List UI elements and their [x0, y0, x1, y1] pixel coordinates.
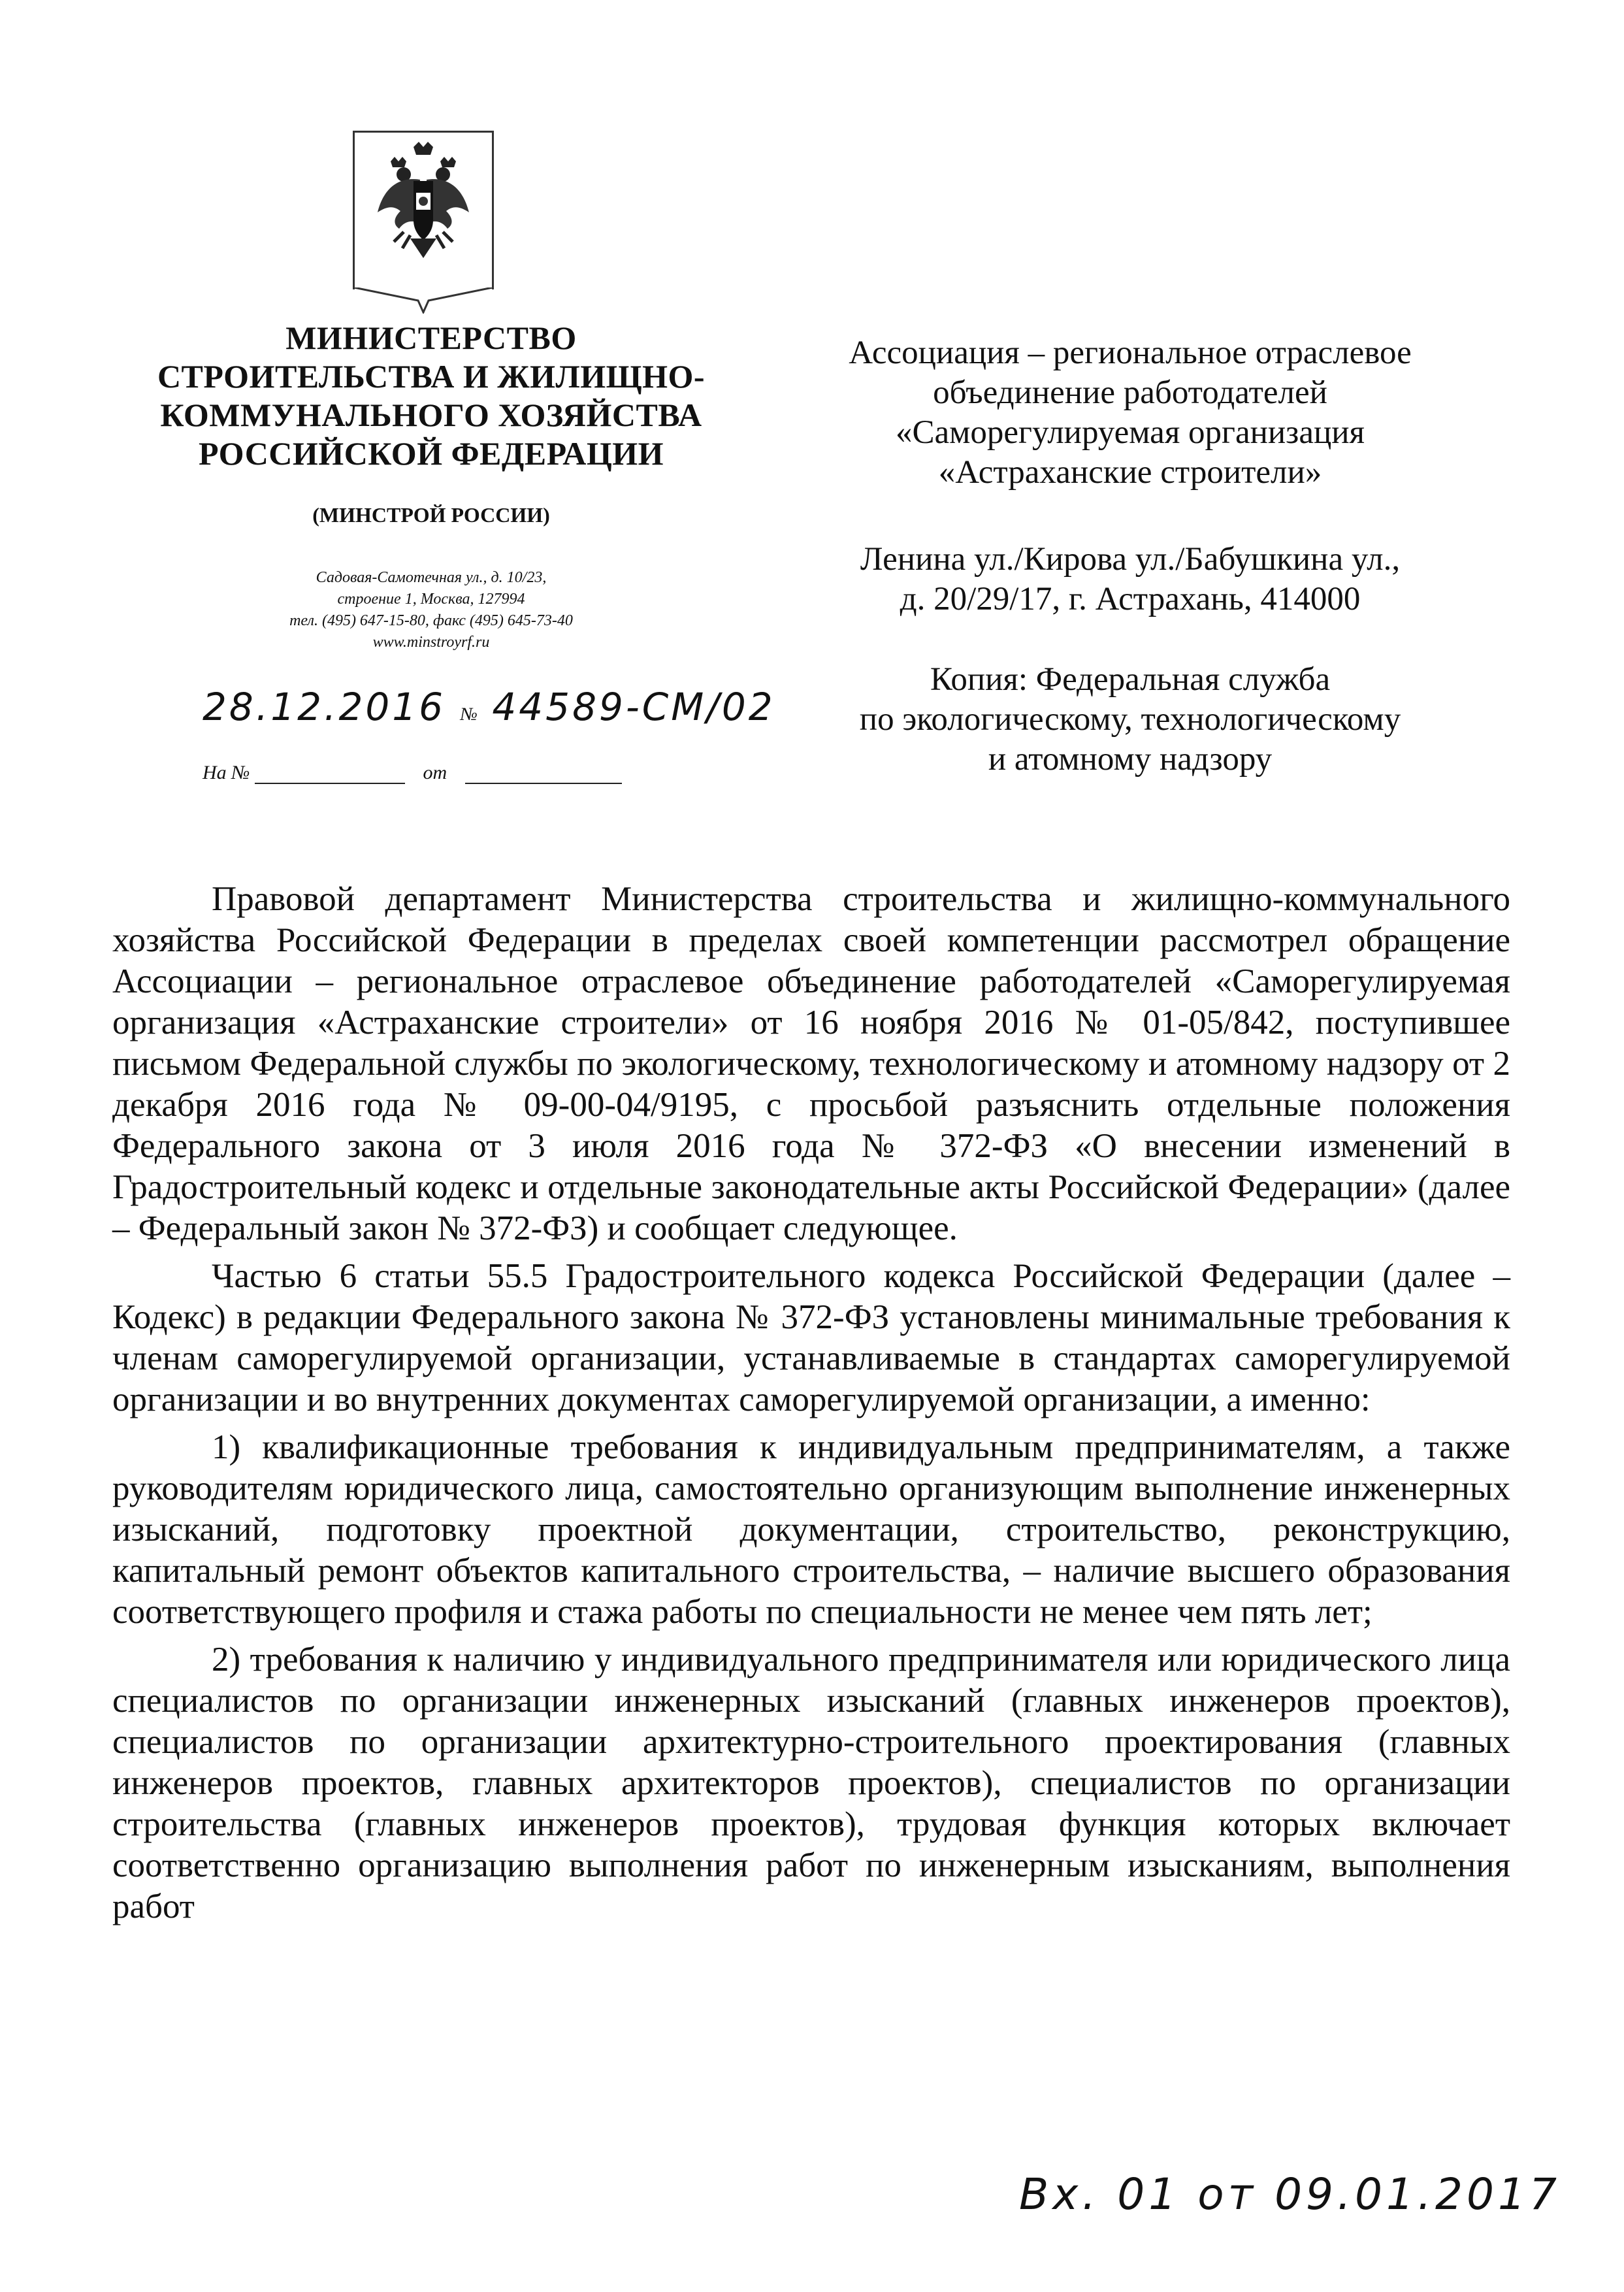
recipient-address-line: д. 20/29/17, г. Астрахань, 414000: [900, 581, 1361, 617]
incoming-ref-blank: [255, 763, 405, 784]
letter-body: [112, 879, 1510, 1927]
ministry-line: СТРОИТЕЛЬСТВА И ЖИЛИЩНО-: [157, 358, 706, 395]
emblem-frame: [353, 131, 494, 289]
incoming-reference: [203, 762, 622, 784]
website: www.minstroyrf.ru: [372, 634, 490, 651]
ministry-line: МИНИСТЕРСТВО: [285, 319, 577, 356]
copy-recipient: [784, 660, 1476, 779]
body-paragraph: Частью 6 статьи 55.5 Градостроительного кодекса Российской Федерации (далее – Кодекс) в редакции Федерального закона № 372-ФЗ установлены минимальные требования к членам саморегулируемой организации, устанавливаемые в стандартах саморегулируемой организации и во внутренних документах саморегулируемой организации, а именно:: [112, 1257, 1510, 1418]
address-line: тел. (495) 647-15-80, факс (495) 645-73-40: [289, 612, 573, 629]
recipient-address: [784, 540, 1476, 619]
recipient-line: «Саморегулируемая организация: [895, 414, 1365, 451]
recipient-line: «Астраханские строители»: [938, 454, 1322, 491]
coat-of-arms-icon: [374, 140, 472, 265]
ministry-short-name: (МИНСТРОЙ РОССИИ): [312, 503, 550, 527]
recipient-line: объединение работодателей: [933, 374, 1327, 411]
outgoing-reg-number: 44589-СМ/02: [492, 685, 775, 729]
emblem-frame-bottom: [353, 287, 494, 314]
address-line: строение 1, Москва, 127994: [337, 591, 525, 608]
incoming-ref-label: На №: [203, 762, 250, 783]
outgoing-date: 28.12.2016: [203, 685, 446, 729]
incoming-registration-mark: Вх. 01 от 09.01.2017: [1019, 2169, 1561, 2219]
incoming-from-label: от: [423, 762, 447, 783]
body-paragraph: 1) квалификационные требования к индивидуальным предпринимателям, а также руководителям юридического лица, самостоятельно организующим выполнение инженерных изысканий, подготовку проектной документации, строительство, реконструкцию, капитальный ремонт объектов капитального строительства, – наличие высшего образования соответствующего профиля и стажа работы по специальности не менее чем пять лет;: [112, 1428, 1510, 1631]
outgoing-number: [203, 685, 775, 729]
number-sign: №: [460, 704, 478, 725]
body-paragraph: 2) требования к наличию у индивидуального предпринимателя или юридического лица специалистов по организации инженерных изысканий (главных инженеров проектов), специалистов по организации архитектурно-строительного проектирования (главных инженеров проектов, главных архитекторов проектов), специалистов по организации строительства (главных инженеров проектов), трудовая функция которых включает соответственно организацию выполнения работ по инженерным изысканиям, выполнения работ: [112, 1641, 1510, 1925]
copy-line: по экологическому, технологическому: [859, 701, 1401, 738]
recipient-line: Ассоциация – региональное отраслевое: [849, 335, 1412, 371]
recipient: [784, 333, 1476, 493]
copy-line: и атомному надзору: [988, 741, 1273, 778]
ministry-line: РОССИЙСКОЙ ФЕДЕРАЦИИ: [198, 435, 664, 472]
copy-line: Копия: Федеральная служба: [930, 661, 1331, 698]
ministry-name: [150, 319, 712, 473]
recipient-address-line: Ленина ул./Кирова ул./Бабушкина ул.,: [860, 541, 1401, 578]
ministry-address: [150, 567, 712, 653]
body-paragraph: Правовой департамент Министерства строительства и жилищно-коммунального хозяйства Российской Федерации в пределах своей компетенции рассмотрел обращение Ассоциации – региональное отраслевое объединение работодателей «Саморегулируемая организация «Астраханские строители» от 16 ноября 2016 № 01-05/842, поступившее письмом Федеральной службы по экологическому, технологическому и атомному надзору от 2 декабря 2016 года № 09-00-04/9195, с просьбой разъяснить отдельные положения Федерального закона от 3 июля 2016 года № 372-ФЗ «О внесении изменений в Градостроительный кодекс и отдельные законодательные акты Российской Федерации» (далее – Федеральный закон № 372-ФЗ) и сообщает следующее.: [112, 880, 1510, 1247]
incoming-date-blank: [465, 763, 622, 784]
ministry-line: КОММУНАЛЬНОГО ХОЗЯЙСТВА: [160, 397, 702, 433]
address-line: Садовая-Самотечная ул., д. 10/23,: [316, 569, 547, 586]
